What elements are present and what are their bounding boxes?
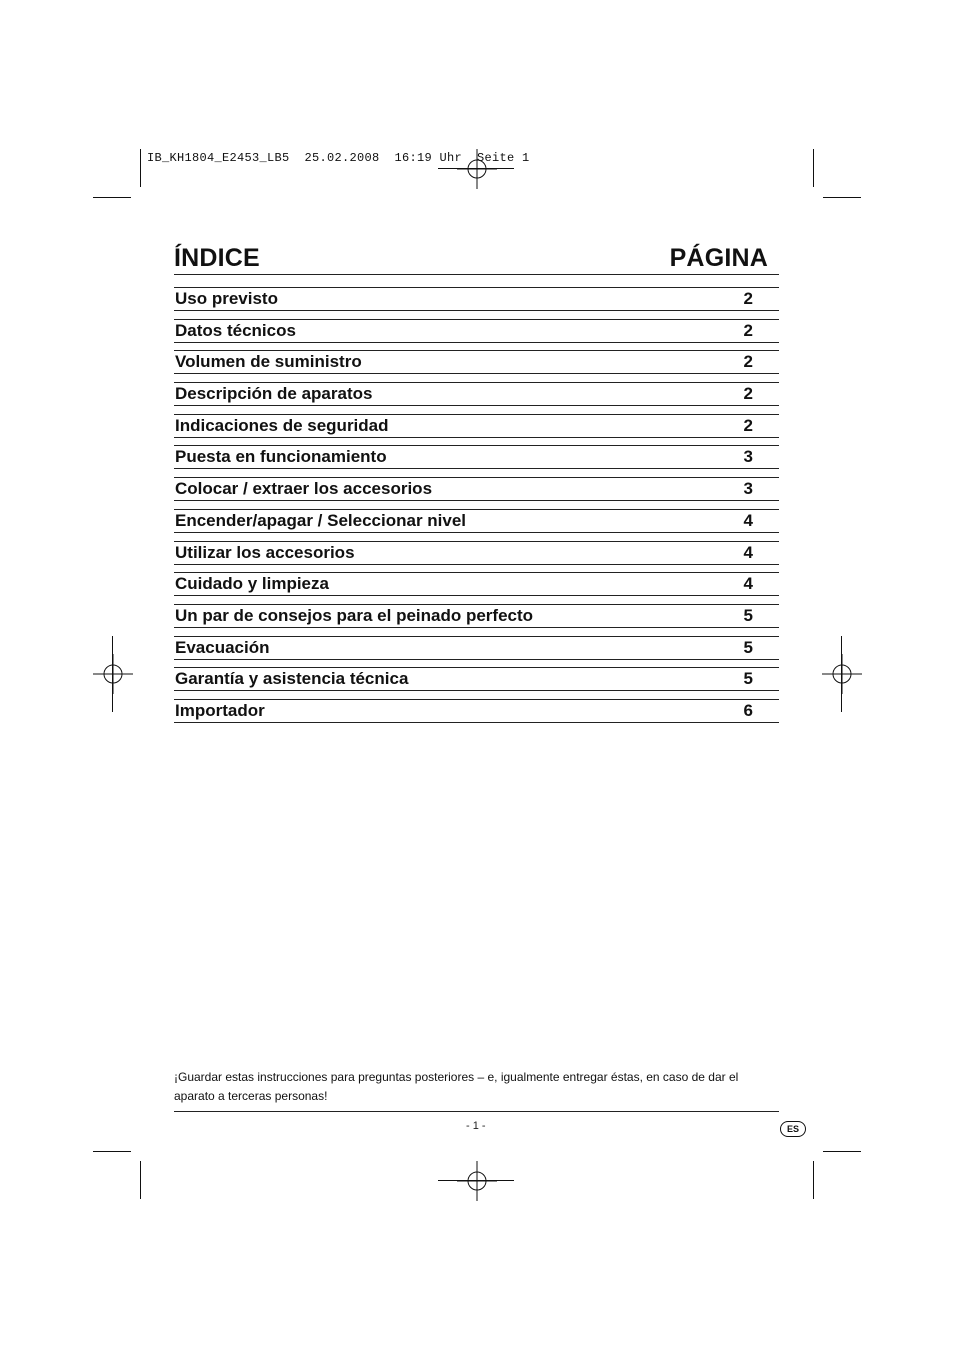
crop-mark [112, 636, 113, 712]
toc-entry-page: 2 [743, 384, 753, 404]
registration-mark-icon [93, 654, 133, 694]
toc-entry-label: Puesta en funcionamiento [175, 447, 387, 467]
toc-entry[interactable] [174, 636, 779, 660]
toc-entry[interactable] [174, 319, 779, 343]
toc-entry-page: 2 [743, 320, 753, 340]
crop-mark [93, 197, 131, 198]
footer-note: ¡Guardar estas instrucciones para preguntas posteriores – e, igualmente entregar éstas, en caso de dar el aparato a terceras personas! [174, 1070, 739, 1103]
crop-mark [140, 149, 141, 187]
toc-entry-label: Descripción de aparatos [175, 384, 373, 404]
toc-entry-page: 3 [743, 447, 753, 467]
toc-entry-label: Un par de consejos para el peinado perfecto [175, 605, 534, 625]
crop-mark [438, 1180, 514, 1181]
crop-mark [813, 1161, 814, 1199]
toc-entry[interactable] [174, 509, 779, 533]
toc-entry-label: Uso previsto [175, 289, 278, 308]
toc-entry[interactable] [174, 287, 779, 311]
toc-entry[interactable] [174, 477, 779, 501]
toc-entry-label: Volumen de suministro [175, 352, 362, 372]
toc-entry-page: 5 [743, 669, 753, 689]
toc-entry-page: 3 [743, 479, 753, 499]
toc-entry-label: Encender/apagar / Seleccionar nivel [175, 510, 467, 530]
toc-entry-label: Evacuación [175, 637, 270, 657]
toc-entry[interactable] [174, 382, 779, 406]
crop-mark [823, 1151, 861, 1152]
print-slug-line: IB_KH1804_E2453_LB5 25.02.2008 16:19 Uhr Seite 1 [147, 151, 530, 165]
registration-mark-icon [822, 654, 862, 694]
toc-entry-label: Garantía y asistencia técnica [175, 669, 409, 689]
page-title: ÍNDICE [174, 244, 260, 272]
toc-entry-label: Utilizar los accesorios [175, 542, 355, 562]
toc-entry-page: 6 [743, 700, 753, 720]
toc-entry-page: 4 [743, 574, 753, 594]
page-column-heading: PÁGINA [669, 244, 768, 272]
toc-entry-label: Indicaciones de seguridad [175, 415, 389, 435]
crop-mark [841, 636, 842, 712]
page-number: - 1 - [466, 1120, 486, 1132]
toc-entry[interactable] [174, 572, 779, 596]
toc-entry[interactable] [174, 699, 779, 723]
crop-mark [93, 1151, 131, 1152]
crop-mark [438, 168, 514, 169]
toc-entry[interactable] [174, 414, 779, 438]
crop-mark [140, 1161, 141, 1199]
toc-entry-label: Datos técnicos [175, 320, 296, 340]
toc-entry-page: 5 [743, 605, 753, 625]
title-divider [174, 274, 779, 275]
toc-entry[interactable] [174, 667, 779, 691]
toc-entry[interactable] [174, 604, 779, 628]
table-of-contents [174, 287, 779, 731]
toc-entry-label: Cuidado y limpieza [175, 574, 329, 594]
toc-entry[interactable] [174, 445, 779, 469]
toc-entry-page: 2 [743, 415, 753, 435]
language-badge: ES [780, 1121, 806, 1137]
toc-entry-page: 5 [743, 637, 753, 657]
crop-mark [813, 149, 814, 187]
toc-entry[interactable] [174, 350, 779, 374]
toc-entry-page: 2 [743, 289, 753, 308]
toc-entry-page: 4 [743, 510, 753, 530]
toc-entry[interactable] [174, 541, 779, 565]
toc-entry-page: 4 [743, 542, 753, 562]
toc-entry-label: Colocar / extraer los accesorios [175, 479, 433, 499]
toc-entry-label: Importador [175, 700, 265, 720]
toc-entry-page: 2 [743, 352, 753, 372]
footer-divider [174, 1111, 779, 1112]
registration-mark-icon [457, 149, 497, 189]
crop-mark [823, 197, 861, 198]
registration-mark-icon [457, 1161, 497, 1201]
